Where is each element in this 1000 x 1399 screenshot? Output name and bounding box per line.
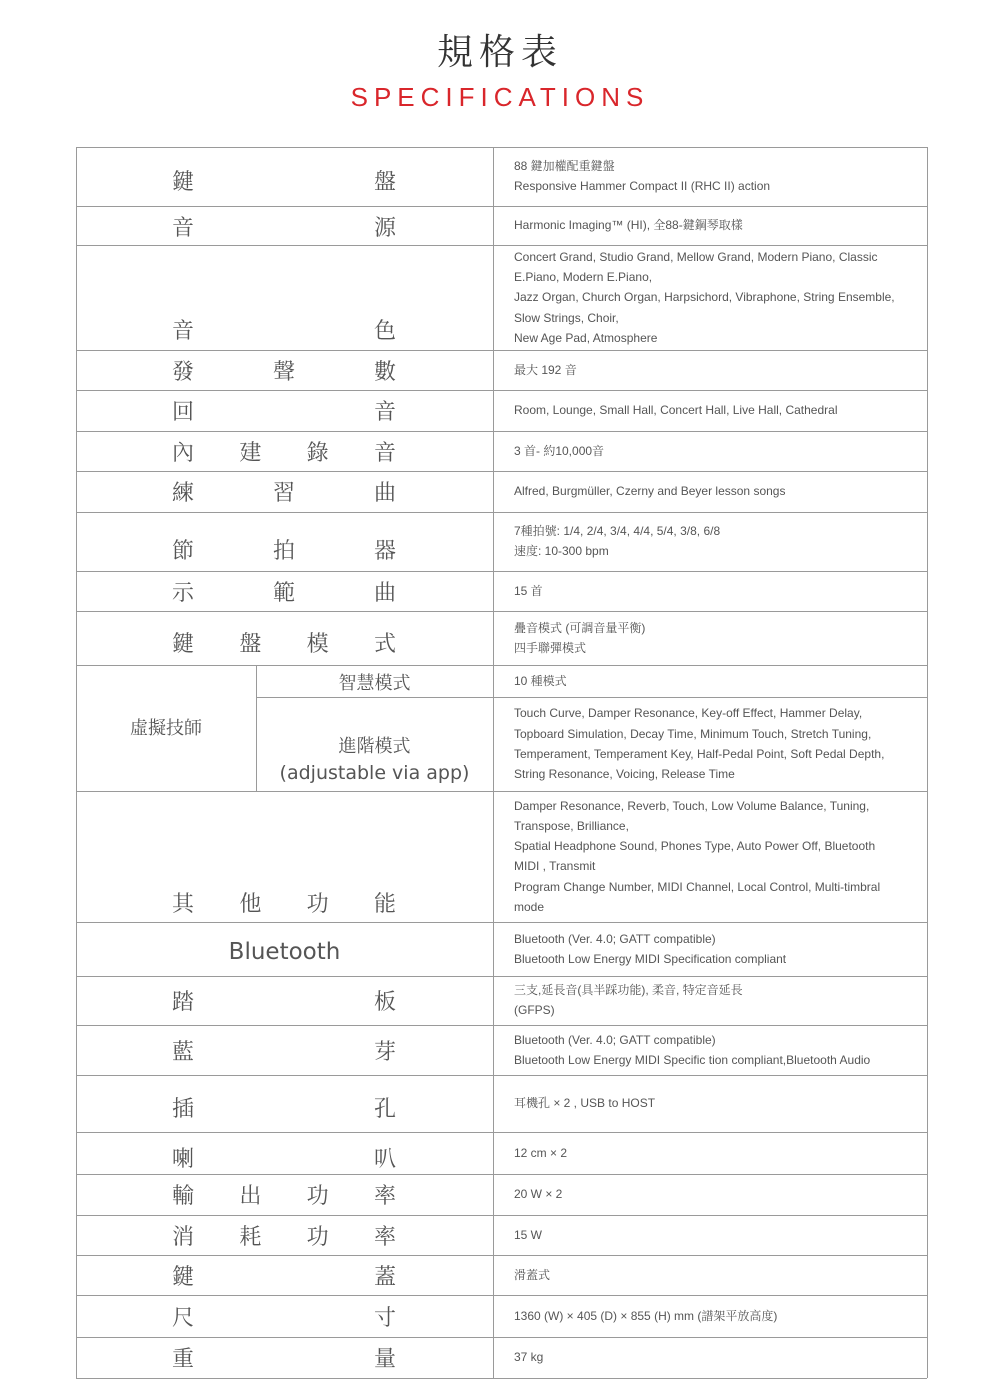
spec-value <box>514 247 916 348</box>
spec-value-line: Bluetooth Low Energy MIDI Specification compliant <box>514 951 787 966</box>
spec-label <box>172 1175 396 1215</box>
spec-value-line: 12 cm × 2 <box>514 1145 568 1160</box>
label-char: 踏 <box>172 990 195 1015</box>
spec-value-line: Harmonic Imaging™ (HI), 全88-鍵鋼琴取樣 <box>514 218 743 233</box>
spec-value <box>514 1265 916 1285</box>
spec-value-line: 20 W × 2 <box>514 1187 563 1202</box>
label-char: 功 <box>306 1224 329 1250</box>
label-char: 能 <box>373 891 396 917</box>
page-subtitle: SPECIFICATIONS <box>350 82 650 112</box>
label-char: 率 <box>373 1184 396 1209</box>
label-char: 習 <box>272 481 295 506</box>
label-char: 音 <box>373 400 396 425</box>
label-char: 尺 <box>172 1305 195 1331</box>
table-rule <box>256 697 927 698</box>
spec-label <box>172 350 396 390</box>
label-char: 式 <box>373 631 396 657</box>
spec-value-line: 88 鍵加權配重鍵盤 <box>514 159 615 174</box>
spec-value <box>514 1093 916 1113</box>
spec-label <box>172 619 396 665</box>
label-char: 蓋 <box>373 1264 396 1290</box>
spec-value-line: Program Change Number, MIDI Channel, Local Control, Multi-timbral <box>514 879 881 894</box>
label-char: 孔 <box>373 1097 396 1122</box>
spec-value-line: 7種拍號: 1/4, 2/4, 3/4, 4/4, 5/4, 3/8, 6/8 <box>514 524 721 539</box>
label-char: 率 <box>373 1224 396 1250</box>
label-char: 曲 <box>373 481 396 506</box>
spec-label <box>172 431 396 471</box>
spec-value <box>514 156 916 197</box>
label-char: 音 <box>373 440 396 466</box>
spec-value-line: Topboard Simulation, Decay Time, Minimum Touch, Stretch Tuning, <box>514 726 872 741</box>
label-char: 器 <box>373 539 396 564</box>
advanced-mode-value <box>514 703 916 784</box>
spec-value-line: Damper Resonance, Reverb, Touch, Low Volume Balance, Tuning, <box>514 798 870 813</box>
label-char: 發 <box>172 359 195 385</box>
spec-value <box>514 1030 916 1071</box>
spec-label <box>172 1215 396 1255</box>
spec-value-line: Jazz Organ, Church Organ, Harpsichord, Vibraphone, String Ensemble, <box>514 290 895 305</box>
spec-label <box>172 308 396 350</box>
spec-value <box>514 581 916 601</box>
spec-value <box>514 1184 916 1204</box>
spec-value-line: 15 W <box>514 1227 543 1242</box>
label-char: 喇 <box>172 1146 195 1172</box>
spec-value-line: Room, Lounge, Small Hall, Concert Hall, Live Hall, Cathedral <box>514 403 838 418</box>
spec-value <box>514 1143 916 1163</box>
spec-value <box>514 980 916 1021</box>
label-char: 建 <box>239 440 262 466</box>
label-char: 內 <box>172 440 195 466</box>
spec-value-line: Alfred, Burgmüller, Czerny and Beyer lesson songs <box>514 484 786 499</box>
label-char: 芽 <box>373 1039 396 1065</box>
spec-value-line: 3 首- 約10,000音 <box>514 443 605 458</box>
spec-value-line: Responsive Hammer Compact II (RHC II) action <box>514 179 771 194</box>
label-char: 量 <box>373 1347 396 1372</box>
label-char: 曲 <box>373 580 396 606</box>
spec-value-line: 1360 (W) × 405 (D) × 855 (H) mm (譜架平放高度) <box>514 1308 778 1323</box>
spec-value-line: New Age Pad, Atmosphere <box>514 330 658 345</box>
label-char: 其 <box>172 891 195 917</box>
label-char: 寸 <box>373 1305 396 1331</box>
spec-value-line: Temperament, Temperament Key, Half-Pedal Point, Soft Pedal Depth, <box>514 746 885 761</box>
spec-value <box>514 400 916 420</box>
spec-label <box>172 880 396 924</box>
spec-value-line: Touch Curve, Damper Resonance, Key-off Effect, Hammer Delay, <box>514 706 863 721</box>
advanced-mode-label: 進階模式 <box>338 736 411 757</box>
label-char: 功 <box>306 891 329 917</box>
spec-value <box>514 618 916 659</box>
label-char: 藍 <box>172 1039 195 1065</box>
label-char: 拍 <box>272 539 295 564</box>
spec-value-line: Bluetooth Low Energy MIDI Specific tion compliant,Bluetooth Audio <box>514 1052 871 1067</box>
spec-label <box>172 158 396 202</box>
label-char: 叭 <box>373 1146 396 1172</box>
spec-value-line: (GFPS) <box>514 1003 555 1018</box>
label-char: 音 <box>172 318 195 344</box>
table-rule <box>76 1025 927 1026</box>
label-char: 數 <box>373 359 396 385</box>
bluetooth-value <box>514 929 916 970</box>
spec-value <box>514 1306 916 1326</box>
label-char: 輸 <box>172 1184 195 1209</box>
spec-value <box>514 1225 916 1245</box>
label-char: 重 <box>172 1347 195 1372</box>
spec-value-line: 15 首 <box>514 583 543 598</box>
table-rule <box>76 1132 927 1133</box>
table-rule <box>76 611 927 612</box>
advanced-mode-sublabel: (adjustable via app) <box>279 762 470 784</box>
spec-label <box>172 981 396 1021</box>
spec-value-line: 最大 192 音 <box>514 362 577 377</box>
spec-value <box>514 1347 916 1367</box>
label-char: 回 <box>172 400 195 425</box>
spec-label <box>172 571 396 611</box>
spec-value-line: MIDI , Transmit <box>514 859 596 874</box>
spec-value-line: 疊音模式 (可調音量平衡) <box>514 620 646 635</box>
spec-label <box>172 1088 396 1128</box>
label-char: 盤 <box>239 631 262 657</box>
label-char: 盤 <box>373 169 396 195</box>
bluetooth-label: Bluetooth <box>228 939 341 965</box>
label-char: 錄 <box>306 440 329 466</box>
spec-value-line: E.Piano, Modern E.Piano, <box>514 270 653 285</box>
table-rule <box>76 976 927 977</box>
table-rule <box>76 512 927 513</box>
table-rule <box>76 1378 927 1379</box>
spec-label <box>172 390 396 431</box>
table-rule <box>76 1075 927 1076</box>
label-char: 音 <box>172 215 195 241</box>
label-char: 功 <box>306 1184 329 1209</box>
spec-value-line: 三支,延長音(具半踩功能), 柔音, 特定音延長 <box>514 983 743 998</box>
spec-value <box>514 796 916 918</box>
table-rule <box>493 147 494 1378</box>
label-char: 耗 <box>239 1224 262 1250</box>
spec-value-line: Slow Strings, Choir, <box>514 310 619 325</box>
spec-value <box>514 521 916 562</box>
spec-value-line: String Resonance, Voicing, Release Time <box>514 767 735 782</box>
spec-value-line: 四手聯彈模式 <box>514 640 587 655</box>
label-char: 模 <box>306 631 329 657</box>
spec-label <box>172 528 396 571</box>
spec-value-line: 37 kg <box>514 1350 544 1365</box>
spec-value <box>514 441 916 461</box>
spec-value <box>514 360 916 380</box>
label-char: 源 <box>373 215 396 241</box>
spec-value-line: 滑蓋式 <box>514 1267 551 1282</box>
spec-value-line: Transpose, Brilliance, <box>514 818 629 833</box>
label-char: 色 <box>373 318 396 344</box>
virtual-technician-label: 虛擬技師 <box>130 718 202 739</box>
label-char: 練 <box>172 481 195 506</box>
smart-mode-value <box>514 671 916 691</box>
table-rule <box>76 791 927 792</box>
label-char: 鍵 <box>172 169 195 195</box>
table-rule <box>76 665 927 666</box>
spec-value-line: mode <box>514 900 545 915</box>
spec-value-line: 耳機孔 × 2 , USB to HOST <box>514 1096 656 1111</box>
spec-value-line: 速度: 10-300 bpm <box>514 544 609 559</box>
page-title: 規格表 <box>436 32 563 73</box>
label-char: 鍵 <box>172 1264 195 1290</box>
table-rule <box>927 147 928 1378</box>
spec-label <box>172 1296 396 1336</box>
spec-label <box>172 471 396 512</box>
spec-label <box>172 1030 396 1070</box>
spec-value-line: Bluetooth (Ver. 4.0; GATT compatible) <box>514 1032 716 1047</box>
label-char: 插 <box>172 1097 195 1122</box>
label-char: 消 <box>172 1224 195 1250</box>
spec-value <box>514 215 916 235</box>
label-char: 出 <box>239 1184 262 1209</box>
table-rule <box>76 147 927 148</box>
label-char: 範 <box>272 580 295 606</box>
table-rule <box>76 147 77 1378</box>
spec-value-line: Concert Grand, Studio Grand, Mellow Grand, Modern Piano, Classic <box>514 249 878 264</box>
spec-label <box>172 206 396 246</box>
table-rule <box>76 922 927 923</box>
spec-label <box>172 1137 396 1177</box>
smart-mode-label: 智慧模式 <box>338 673 411 694</box>
label-char: 聲 <box>272 359 295 385</box>
spec-value <box>514 481 916 501</box>
label-char: 鍵 <box>172 631 195 657</box>
spec-value-line: Spatial Headphone Sound, Phones Type, Auto Power Off, Bluetooth <box>514 839 876 854</box>
spec-value-line: 10 種模式 <box>514 673 567 688</box>
label-char: 他 <box>239 891 262 917</box>
spec-label <box>172 1338 396 1378</box>
label-char: 板 <box>373 990 396 1015</box>
spec-value-line: Bluetooth (Ver. 4.0; GATT compatible) <box>514 931 716 946</box>
label-char: 示 <box>172 580 195 606</box>
label-char: 節 <box>172 539 195 564</box>
spec-label <box>172 1255 396 1295</box>
